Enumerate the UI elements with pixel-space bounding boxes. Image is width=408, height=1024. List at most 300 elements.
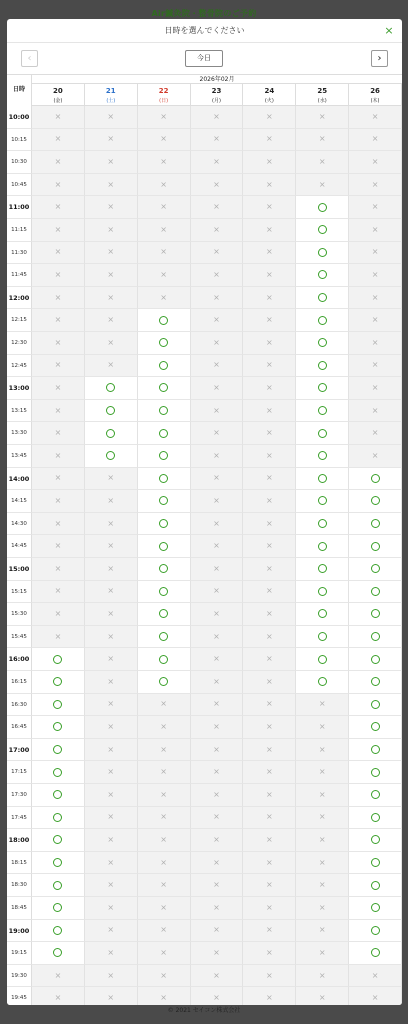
slot-available[interactable] <box>32 874 85 897</box>
time-label: 15:30 <box>7 603 32 626</box>
slot-available[interactable] <box>349 513 402 536</box>
slot-unavailable <box>191 445 244 468</box>
slot-unavailable <box>85 626 138 649</box>
available-circle-icon <box>53 745 62 754</box>
slot-available[interactable] <box>296 558 349 581</box>
available-circle-icon <box>318 270 327 279</box>
time-label: 14:45 <box>7 535 32 558</box>
slot-available[interactable] <box>296 355 349 378</box>
slot-unavailable <box>191 196 244 219</box>
slot-available[interactable] <box>85 400 138 423</box>
slot-available[interactable] <box>349 648 402 671</box>
slot-unavailable <box>32 264 85 287</box>
time-label: 13:45 <box>7 445 32 468</box>
unavailable-cross-icon: × <box>213 224 220 234</box>
unavailable-cross-icon: × <box>107 721 115 731</box>
available-circle-icon <box>159 609 168 618</box>
slot-available[interactable] <box>32 648 85 671</box>
slot-unavailable <box>243 106 296 129</box>
slot-available[interactable] <box>138 648 191 671</box>
slot-available[interactable] <box>349 581 402 604</box>
available-circle-icon <box>106 406 115 415</box>
slot-available[interactable] <box>138 581 191 604</box>
slot-available[interactable] <box>349 468 402 491</box>
available-circle-icon <box>106 383 115 392</box>
today-button[interactable]: 今日 <box>185 50 223 67</box>
unavailable-cross-icon: × <box>318 947 326 957</box>
time-label: 10:15 <box>7 129 32 152</box>
time-label: 17:00 <box>7 739 32 762</box>
slot-unavailable <box>349 400 402 423</box>
unavailable-cross-icon: × <box>265 608 273 618</box>
unavailable-cross-icon: × <box>213 134 220 144</box>
unavailable-cross-icon: × <box>107 902 115 912</box>
slot-unavailable <box>296 942 349 965</box>
slot-unavailable <box>85 739 138 762</box>
slot-unavailable <box>85 784 138 807</box>
slot-available[interactable] <box>138 671 191 694</box>
slot-available[interactable] <box>32 897 85 920</box>
unavailable-cross-icon: × <box>371 156 379 166</box>
slot-available[interactable] <box>138 332 191 355</box>
slot-unavailable <box>32 558 85 581</box>
unavailable-cross-icon: × <box>160 789 167 799</box>
unavailable-cross-icon: × <box>54 631 62 641</box>
unavailable-cross-icon: × <box>107 970 115 980</box>
unavailable-cross-icon: × <box>318 744 326 754</box>
unavailable-cross-icon: × <box>213 947 220 957</box>
unavailable-cross-icon: × <box>213 586 220 596</box>
available-circle-icon <box>371 632 380 641</box>
day-weekday: (火) <box>264 98 274 104</box>
unavailable-cross-icon: × <box>213 563 220 573</box>
slot-unavailable <box>138 196 191 219</box>
slot-available[interactable] <box>296 535 349 558</box>
unavailable-cross-icon: × <box>265 744 273 754</box>
slot-unavailable <box>85 309 138 332</box>
slot-available[interactable] <box>296 332 349 355</box>
available-circle-icon <box>371 768 380 777</box>
slot-available[interactable] <box>296 490 349 513</box>
available-circle-icon <box>159 564 168 573</box>
slot-unavailable <box>85 716 138 739</box>
time-label: 11:00 <box>7 196 32 219</box>
slot-available[interactable] <box>85 377 138 400</box>
slot-available[interactable] <box>138 535 191 558</box>
time-label: 17:15 <box>7 761 32 784</box>
slot-available[interactable] <box>349 603 402 626</box>
slot-available[interactable] <box>296 468 349 491</box>
time-label: 15:00 <box>7 558 32 581</box>
slot-unavailable <box>191 174 244 197</box>
slot-unavailable <box>138 942 191 965</box>
slot-unavailable <box>191 490 244 513</box>
time-label: 10:00 <box>7 106 32 129</box>
slot-unavailable <box>191 694 244 717</box>
time-label: 12:00 <box>7 287 32 310</box>
slot-available[interactable] <box>349 874 402 897</box>
available-circle-icon <box>371 948 380 957</box>
unavailable-cross-icon: × <box>265 563 273 573</box>
slot-unavailable <box>138 829 191 852</box>
slot-unavailable <box>191 581 244 604</box>
unavailable-cross-icon: × <box>107 812 115 822</box>
slot-unavailable <box>243 626 296 649</box>
available-circle-icon <box>159 383 168 392</box>
slot-available[interactable] <box>32 852 85 875</box>
slot-available[interactable] <box>296 648 349 671</box>
unavailable-cross-icon: × <box>107 857 115 867</box>
time-label: 19:00 <box>7 920 32 943</box>
slot-available[interactable] <box>138 603 191 626</box>
slot-available[interactable] <box>296 264 349 287</box>
next-week-button[interactable]: › <box>371 50 388 67</box>
slot-unavailable <box>296 174 349 197</box>
time-label: 14:30 <box>7 513 32 536</box>
unavailable-cross-icon: × <box>265 111 273 121</box>
unavailable-cross-icon: × <box>265 224 273 234</box>
unavailable-cross-icon: × <box>213 993 220 1003</box>
slot-unavailable <box>32 422 85 445</box>
slot-available[interactable] <box>296 377 349 400</box>
unavailable-cross-icon: × <box>54 292 62 302</box>
slot-unavailable <box>85 807 138 830</box>
slot-available[interactable] <box>349 852 402 875</box>
slot-unavailable <box>296 897 349 920</box>
slot-available[interactable] <box>296 671 349 694</box>
day-weekday: (水) <box>317 98 327 104</box>
slot-unavailable <box>191 671 244 694</box>
slot-available[interactable] <box>296 581 349 604</box>
slot-unavailable <box>85 581 138 604</box>
unavailable-cross-icon: × <box>160 744 167 754</box>
slot-unavailable <box>32 445 85 468</box>
unavailable-cross-icon: × <box>371 179 379 189</box>
slot-available[interactable] <box>296 445 349 468</box>
unavailable-cross-icon: × <box>213 473 220 483</box>
slot-available[interactable] <box>296 287 349 310</box>
available-circle-icon <box>318 496 327 505</box>
slot-unavailable <box>243 219 296 242</box>
slot-unavailable <box>296 716 349 739</box>
unavailable-cross-icon: × <box>371 428 379 438</box>
unavailable-cross-icon: × <box>54 518 62 528</box>
slot-available[interactable] <box>138 309 191 332</box>
slot-available[interactable] <box>349 942 402 965</box>
unavailable-cross-icon: × <box>213 744 220 754</box>
slot-available[interactable] <box>138 558 191 581</box>
slot-available[interactable] <box>296 400 349 423</box>
prev-week-button[interactable]: ‹ <box>21 50 38 67</box>
unavailable-cross-icon: × <box>213 631 220 641</box>
unavailable-cross-icon: × <box>371 269 379 279</box>
slot-unavailable <box>349 309 402 332</box>
slot-unavailable <box>296 694 349 717</box>
slot-available[interactable] <box>349 535 402 558</box>
slot-unavailable <box>32 355 85 378</box>
unavailable-cross-icon: × <box>160 247 167 257</box>
unavailable-cross-icon: × <box>265 315 273 325</box>
slot-unavailable <box>32 106 85 129</box>
unavailable-cross-icon: × <box>54 563 62 573</box>
slot-available[interactable] <box>32 829 85 852</box>
unavailable-cross-icon: × <box>265 993 273 1003</box>
slot-available[interactable] <box>32 920 85 943</box>
slot-unavailable <box>32 219 85 242</box>
unavailable-cross-icon: × <box>107 179 115 189</box>
available-circle-icon <box>159 361 168 370</box>
unavailable-cross-icon: × <box>213 450 220 460</box>
slot-unavailable <box>191 603 244 626</box>
available-circle-icon <box>53 881 62 890</box>
unavailable-cross-icon: × <box>54 428 62 438</box>
unavailable-cross-icon: × <box>213 111 220 121</box>
time-label: 19:45 <box>7 987 32 1005</box>
slot-available[interactable] <box>138 513 191 536</box>
slot-available[interactable] <box>349 671 402 694</box>
slot-available[interactable] <box>296 242 349 265</box>
slot-unavailable <box>349 106 402 129</box>
unavailable-cross-icon: × <box>54 202 62 212</box>
slot-unavailable <box>191 558 244 581</box>
unavailable-cross-icon: × <box>318 721 326 731</box>
unavailable-cross-icon: × <box>318 156 326 166</box>
slot-available[interactable] <box>296 309 349 332</box>
slot-unavailable <box>191 106 244 129</box>
time-label: 19:30 <box>7 965 32 988</box>
slot-unavailable <box>32 468 85 491</box>
unavailable-cross-icon: × <box>213 156 220 166</box>
slot-unavailable <box>32 400 85 423</box>
slot-available[interactable] <box>138 445 191 468</box>
unavailable-cross-icon: × <box>265 541 273 551</box>
close-icon[interactable]: × <box>384 24 394 37</box>
unavailable-cross-icon: × <box>107 292 115 302</box>
unavailable-cross-icon: × <box>160 812 167 822</box>
available-circle-icon <box>318 655 327 664</box>
slot-unavailable <box>243 581 296 604</box>
available-circle-icon <box>53 790 62 799</box>
unavailable-cross-icon: × <box>318 925 326 935</box>
available-circle-icon <box>159 316 168 325</box>
slot-available[interactable] <box>138 490 191 513</box>
day-number: 26 <box>370 87 380 95</box>
unavailable-cross-icon: × <box>371 360 379 370</box>
slot-unavailable <box>243 603 296 626</box>
slot-available[interactable] <box>349 807 402 830</box>
day-weekday: (木) <box>370 98 380 104</box>
slot-available[interactable] <box>296 196 349 219</box>
slot-available[interactable] <box>349 829 402 852</box>
slot-unavailable <box>85 987 138 1005</box>
unavailable-cross-icon: × <box>318 993 326 1003</box>
slot-unavailable <box>32 242 85 265</box>
time-label: 14:15 <box>7 490 32 513</box>
slot-unavailable <box>191 151 244 174</box>
unavailable-cross-icon: × <box>265 473 273 483</box>
unavailable-cross-icon: × <box>265 450 273 460</box>
unavailable-cross-icon: × <box>371 292 379 302</box>
available-circle-icon <box>159 519 168 528</box>
slot-unavailable <box>243 242 296 265</box>
time-label: 17:45 <box>7 807 32 830</box>
slot-unavailable <box>349 422 402 445</box>
available-circle-icon <box>106 429 115 438</box>
slot-unavailable <box>296 965 349 988</box>
slot-available[interactable] <box>32 716 85 739</box>
unavailable-cross-icon: × <box>213 541 220 551</box>
slot-available[interactable] <box>138 468 191 491</box>
slot-unavailable <box>85 242 138 265</box>
slot-unavailable <box>243 558 296 581</box>
unavailable-cross-icon: × <box>213 405 220 415</box>
slot-unavailable <box>349 332 402 355</box>
slot-available[interactable] <box>138 355 191 378</box>
available-circle-icon <box>53 700 62 709</box>
unavailable-cross-icon: × <box>54 495 62 505</box>
slot-unavailable <box>191 535 244 558</box>
slot-unavailable <box>349 264 402 287</box>
slot-available[interactable] <box>296 626 349 649</box>
unavailable-cross-icon: × <box>265 880 273 890</box>
slot-unavailable <box>85 648 138 671</box>
unavailable-cross-icon: × <box>54 586 62 596</box>
unavailable-cross-icon: × <box>265 834 273 844</box>
slot-available[interactable] <box>296 603 349 626</box>
available-circle-icon <box>53 926 62 935</box>
slot-unavailable <box>138 852 191 875</box>
slot-available[interactable] <box>296 422 349 445</box>
slot-available[interactable] <box>349 739 402 762</box>
slot-available[interactable] <box>32 942 85 965</box>
slot-available[interactable] <box>349 626 402 649</box>
day-header-26 <box>349 84 402 106</box>
slot-unavailable <box>191 513 244 536</box>
slot-unavailable <box>85 852 138 875</box>
unavailable-cross-icon: × <box>160 947 167 957</box>
unavailable-cross-icon: × <box>54 247 62 257</box>
unavailable-cross-icon: × <box>54 450 62 460</box>
unavailable-cross-icon: × <box>160 834 167 844</box>
unavailable-cross-icon: × <box>318 812 326 822</box>
unavailable-cross-icon: × <box>265 767 273 777</box>
unavailable-cross-icon: × <box>265 631 273 641</box>
slot-available[interactable] <box>138 400 191 423</box>
unavailable-cross-icon: × <box>213 315 220 325</box>
slot-unavailable <box>32 129 85 152</box>
slot-unavailable <box>85 287 138 310</box>
slot-available[interactable] <box>296 513 349 536</box>
slot-available[interactable] <box>32 671 85 694</box>
unavailable-cross-icon: × <box>107 676 115 686</box>
unavailable-cross-icon: × <box>107 111 115 121</box>
slot-unavailable <box>32 581 85 604</box>
unavailable-cross-icon: × <box>107 337 115 347</box>
slot-available[interactable] <box>349 716 402 739</box>
time-label: 11:15 <box>7 219 32 242</box>
day-weekday: (金) <box>53 98 63 104</box>
slot-available[interactable] <box>349 558 402 581</box>
slot-unavailable <box>243 332 296 355</box>
slot-unavailable <box>243 965 296 988</box>
slot-unavailable <box>32 332 85 355</box>
day-header-24 <box>243 84 296 106</box>
slot-available[interactable] <box>349 761 402 784</box>
slot-unavailable <box>85 965 138 988</box>
available-circle-icon <box>371 835 380 844</box>
slot-available[interactable] <box>138 377 191 400</box>
corner-header: 日時 <box>7 74 32 106</box>
slot-unavailable <box>349 445 402 468</box>
slot-available[interactable] <box>349 784 402 807</box>
unavailable-cross-icon: × <box>371 202 379 212</box>
slot-unavailable <box>32 535 85 558</box>
unavailable-cross-icon: × <box>107 767 115 777</box>
slot-available[interactable] <box>32 694 85 717</box>
slot-available[interactable] <box>85 422 138 445</box>
slot-unavailable <box>138 694 191 717</box>
slot-available[interactable] <box>32 784 85 807</box>
unavailable-cross-icon: × <box>265 925 273 935</box>
slot-available[interactable] <box>138 422 191 445</box>
available-circle-icon <box>371 542 380 551</box>
time-label: 10:30 <box>7 151 32 174</box>
available-circle-icon <box>53 768 62 777</box>
slot-unavailable <box>138 807 191 830</box>
available-circle-icon <box>371 474 380 483</box>
slot-unavailable <box>85 874 138 897</box>
slot-unavailable <box>191 377 244 400</box>
slot-available[interactable] <box>138 626 191 649</box>
slot-available[interactable] <box>296 219 349 242</box>
slot-unavailable <box>191 264 244 287</box>
slot-available[interactable] <box>349 490 402 513</box>
unavailable-cross-icon: × <box>213 292 220 302</box>
slot-unavailable <box>243 535 296 558</box>
unavailable-cross-icon: × <box>265 654 273 664</box>
unavailable-cross-icon: × <box>265 518 273 528</box>
slot-available[interactable] <box>32 807 85 830</box>
slot-unavailable <box>32 513 85 536</box>
slot-available[interactable] <box>349 694 402 717</box>
slot-unavailable <box>191 761 244 784</box>
unavailable-cross-icon: × <box>371 382 379 392</box>
unavailable-cross-icon: × <box>371 111 379 121</box>
unavailable-cross-icon: × <box>213 337 220 347</box>
slot-available[interactable] <box>32 739 85 762</box>
slot-unavailable <box>191 716 244 739</box>
slot-available[interactable] <box>32 761 85 784</box>
slot-unavailable <box>191 897 244 920</box>
slot-unavailable <box>85 332 138 355</box>
unavailable-cross-icon: × <box>265 812 273 822</box>
slot-unavailable <box>296 852 349 875</box>
slot-available[interactable] <box>349 897 402 920</box>
unavailable-cross-icon: × <box>318 179 326 189</box>
time-label: 18:15 <box>7 852 32 875</box>
unavailable-cross-icon: × <box>160 134 167 144</box>
slot-unavailable <box>85 829 138 852</box>
slot-available[interactable] <box>85 445 138 468</box>
unavailable-cross-icon: × <box>371 315 379 325</box>
unavailable-cross-icon: × <box>371 450 379 460</box>
slot-unavailable <box>191 987 244 1005</box>
unavailable-cross-icon: × <box>54 382 62 392</box>
unavailable-cross-icon: × <box>213 767 220 777</box>
unavailable-cross-icon: × <box>107 608 115 618</box>
available-circle-icon <box>159 677 168 686</box>
slot-available[interactable] <box>349 920 402 943</box>
